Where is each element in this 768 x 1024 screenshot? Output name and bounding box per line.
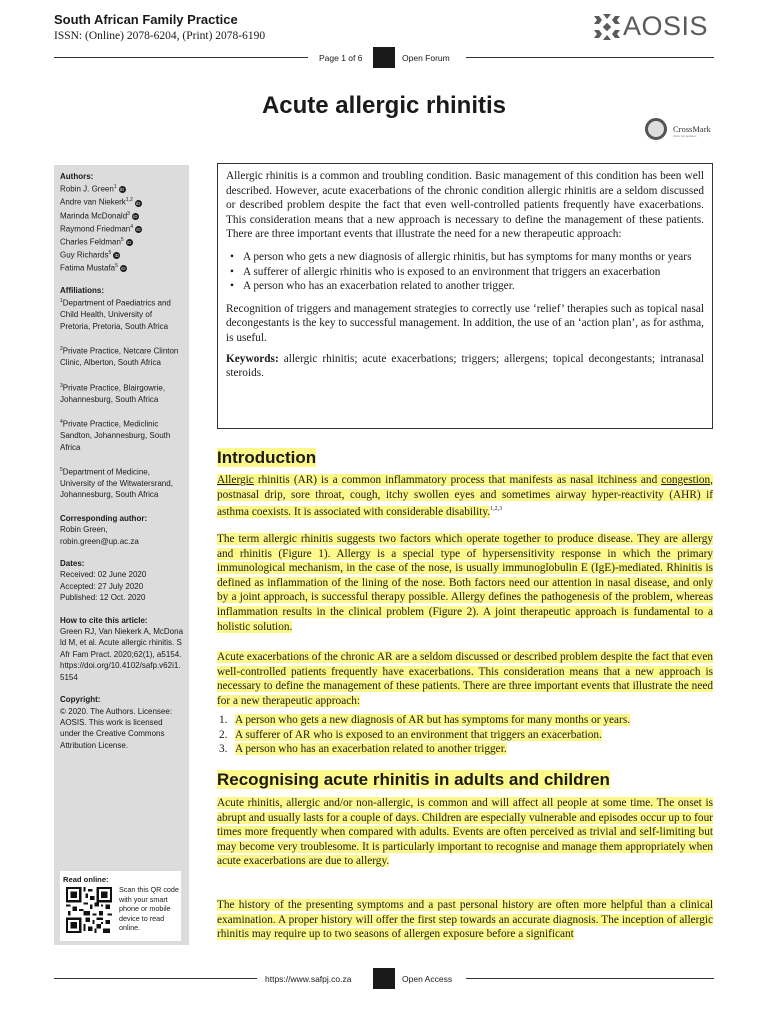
issn: ISSN: (Online) 2078-6204, (Print) 2078-6190 [54,30,266,42]
author-item [60,222,183,235]
header-rule-left [54,57,308,58]
publisher-name: AOSIS [623,11,709,41]
author-item [60,235,183,248]
orcid-icon[interactable]: iD [119,187,125,193]
crossmark-badge[interactable] [645,118,725,144]
affiliation-text: Department of Medicine, University of the Witwatersrand, Johannesburg, South Africa [60,467,173,500]
abstract-bullet-item: • A person who gets a new diagnosis of allergic rhinitis, but has symptoms for many months or years [243,250,704,265]
intro-p1-rest: , postnasal drip, sore throat, cough, itchy swollen eyes and sometimes airway hyper-reactivity (AHR) if asthma coexists. It is associated with considerable disability. [217,474,713,518]
read-online-box [60,871,181,941]
corresponding-name: Robin Green, [60,525,108,535]
list-number: 1. [219,714,228,726]
header-rule-right [466,57,714,58]
list-text: A person who has an exacerbation related to another trigger. [235,743,507,756]
introduction-paragraph-3 [217,650,713,708]
abstract-paragraph-2: Recognition of triggers and management strategies to correctly use ‘relief’ therapies such as topical nasal decongestants is the key to successful management. In addition, the use of an ‘action plan’, as for asthma, is useful. [226,302,704,344]
author-affiliation-number: 5 [120,236,124,243]
orcid-icon[interactable]: iD [127,239,132,245]
keywords [226,352,704,381]
affiliation-number: 4 [60,419,63,426]
keywords-label: Keywords: [226,352,279,365]
abstract-bullet-item: • A sufferer of allergic rhinitis who is exposed to an environment that triggers an exacerbation [243,265,704,280]
affiliation-text: Department of Paediatrics and Child Health, University of Pretoria, Pretoria, South Africa [60,298,171,331]
orcid-icon[interactable]: iD [114,252,119,258]
list-text: A sufferer of AR who is exposed to an environment that triggers an exacerbation. [235,728,602,741]
abstract-paragraph-1: Allergic rhinitis is a common and troubling condition. Basic management of this condition has been well described. However, acute exacerbations of the chronic condition allergic rhinitis are a seldom discussed or described problem despite the fact that even well-controlled patients frequently have exacerbations. This consideration means that a new approach is necessary to define the management of these patients. There are three important events that illustrate the need for a new therapeutic approach: [226,170,704,241]
list-number: 2. [219,728,228,741]
journal-title: South African Family Practice [54,12,238,27]
affiliation-number: 2 [60,346,63,353]
qr-code-icon[interactable] [66,887,112,933]
footer-url[interactable]: https://www.safpj.co.za [265,974,352,984]
affiliation-item [60,417,183,453]
affiliation-number: 3 [60,382,63,389]
publisher-logo [594,11,716,42]
qr-instructions: Scan this QR code with your smart phone or mobile device to read online. [119,885,179,933]
page-number: Page 1 of 6 [319,53,363,63]
recog-p1-text: Acute rhinitis, allergic and/or non-allergic, is common and will affect all people at some time. The onset is abrupt and usually lasts for a couple of days. Children are especially vulnerable and episodes occur up to four times more frequently when compared with adults. Events are often perceived as trivial and self-limiting but may become very troublesome. It is particularly important to recognise and manage them appropriately when acute exacerbations are due to allergy. [217,797,713,868]
author-affiliation-number: 4 [130,223,134,230]
authors-list [60,182,183,273]
affiliation-text: Private Practice, Blairgowrie, Johannesburg, South Africa [60,383,166,404]
affiliations-list [60,296,183,501]
keywords-text: allergic rhinitis; acute exacerbations; triggers; allergens; topical decongestants; intranasal steroids. [226,352,705,380]
cite-heading: How to cite this article: [60,615,148,625]
author-affiliation-number: 1,2 [125,197,133,204]
affiliation-number: 5 [60,466,63,473]
introduction-heading-text: Introduction [217,448,317,467]
cite-text[interactable]: Green RJ, Van Niekerk A, McDonald M, et al. Acute allergic rhinitis. S Afr Fam Pract. 2020;62(1), a5154. https://doi.org/10.4102/safp.v62i1.5154 [60,627,184,682]
abstract-bullet-item: • A person who has an exacerbation related to another trigger. [243,279,704,294]
orcid-icon[interactable]: iD [121,265,126,271]
author-affiliation-number: 5 [115,262,118,269]
crossmark-icon [645,118,667,140]
footer-rule-right [466,978,714,979]
header-square [373,47,395,68]
footer-square [373,968,395,989]
cite-section [60,615,183,683]
intro-p2-text: The term allergic rhinitis suggests two factors which operate together to produce disease. They are allergy and rhinitis (Figure 1). Allergy is a special type of hypersensitivity response in which the primary immunological mechanism, in the case of the nose, is usually immunoglobulin E (IgE)-mediated. Rhinitis is defined as inflammation of the lining of the nose. Both factors need our attention in nasal disease, and only by a joint approach, is successful therapy possible. Allergy defines the pathogenesis of the problem, whereas inflammation results in the clinical problem (Figure 2). A joint therapeutic approach is fundamental to a holistic solution. [217,533,713,633]
recog-p2-text: The history of the presenting symptoms and a past personal history are often more helpful than a clinical examination. A proper history will offer the first step towards an accurate diagnosis. The inception of allergic rhinitis may require up to two seasons of allergen exposure before a significant [217,899,713,941]
affiliation-text: Private Practice, Netcare Clinton Clinic, Alberton, South Africa [60,346,179,368]
introduction-paragraph-2 [217,532,713,634]
affiliation-text: Private Practice, Mediclinic Sandton, Johannesburg, South Africa [60,419,171,452]
footer-rule-left [54,978,257,979]
authors-heading: Authors: [60,172,94,181]
footer-open-access: Open Access [402,974,453,984]
dates-section [60,558,183,604]
date-accepted: Accepted: 27 July 2020 [60,581,144,591]
list-number: 3. [219,743,228,756]
list-text: A person who gets a new diagnosis of AR but has symptoms for many months or years. [235,714,631,726]
abstract-box [217,163,713,429]
corresponding-heading: Corresponding author: [60,513,148,523]
author-item [60,209,183,222]
affiliation-number: 1 [60,298,63,305]
crossmark-sub: click for updates [673,134,697,138]
copyright-text: © 2020. The Authors. Licensee: AOSIS. This work is licensed under the Creative Commons Attribution License. [60,706,173,750]
author-name: Charles Feldman [60,237,121,247]
author-name: Guy Richards [60,250,109,260]
introduction-list [217,713,713,757]
author-name: Fatima Mustafa [60,263,116,273]
copyright-heading: Copyright: [60,695,101,705]
orcid-icon[interactable]: iD [136,226,141,232]
recognising-heading [217,770,610,790]
author-affiliation-number: 3 [127,210,130,217]
introduction-list-item [217,742,713,757]
term-congestion: congestion [661,474,711,486]
orcid-icon[interactable]: iD [133,213,138,219]
copyright-section [60,694,183,751]
author-name: Marinda McDonald [60,211,128,221]
crossmark-label: CrossMark [673,124,711,134]
read-online-heading: Read online: [63,875,109,884]
affiliations-section [60,285,183,501]
dates-heading: Dates: [60,559,85,569]
intro-p1-mid: rhinitis (AR) is a common inflammatory process that manifests as nasal itchiness and [253,474,662,486]
intro-p3-text: Acute exacerbations of the chronic AR are a seldom discussed or described problem despite the fact that even well-controlled patients frequently have exacerbations. This consideration means that a new approach is necessary to define the management of these patients. There are three important events that illustrate the need for a new therapeutic approach: [217,651,713,707]
author-item [60,195,183,208]
introduction-list-item [217,713,713,728]
orcid-icon[interactable]: iD [136,200,141,206]
date-received: Received: 02 June 2020 [60,570,147,580]
author-name: Andre van Niekerk [60,198,126,208]
affiliation-item [60,344,183,368]
recognising-heading-text: Recognising acute rhinitis in adults and children [217,770,610,789]
author-item [60,182,183,195]
introduction-heading [217,448,316,468]
sidebar [54,165,189,945]
section-label: Open Forum [402,53,450,63]
author-name: Raymond Friedman [60,224,131,234]
introduction-list-item [217,728,713,743]
authors-section [60,171,183,274]
affiliation-item [60,381,183,405]
recognising-paragraph-1 [217,796,713,869]
aosis-logo-icon [594,14,620,40]
corresponding-section [60,513,183,547]
date-published: Published: 12 Oct. 2020 [60,593,146,603]
author-item [60,261,183,274]
introduction-paragraph-1 [217,473,713,520]
author-name: Robin J. Green [60,185,114,195]
author-affiliation-number: 5 [108,249,112,256]
corresponding-email[interactable]: robin.green@up.ac.za [60,536,139,546]
affiliation-item [60,296,183,332]
author-item [60,248,183,261]
affiliation-item [60,465,183,501]
affiliations-heading: Affiliations: [60,285,104,295]
abstract-bullets [226,250,704,294]
reference-superscript[interactable]: 1,2,3 [490,506,503,513]
author-affiliation-number: 1 [113,184,117,191]
article-title: Acute allergic rhinitis [261,92,507,119]
term-allergic: Allergic [217,474,254,486]
recognising-paragraph-2 [217,898,713,942]
